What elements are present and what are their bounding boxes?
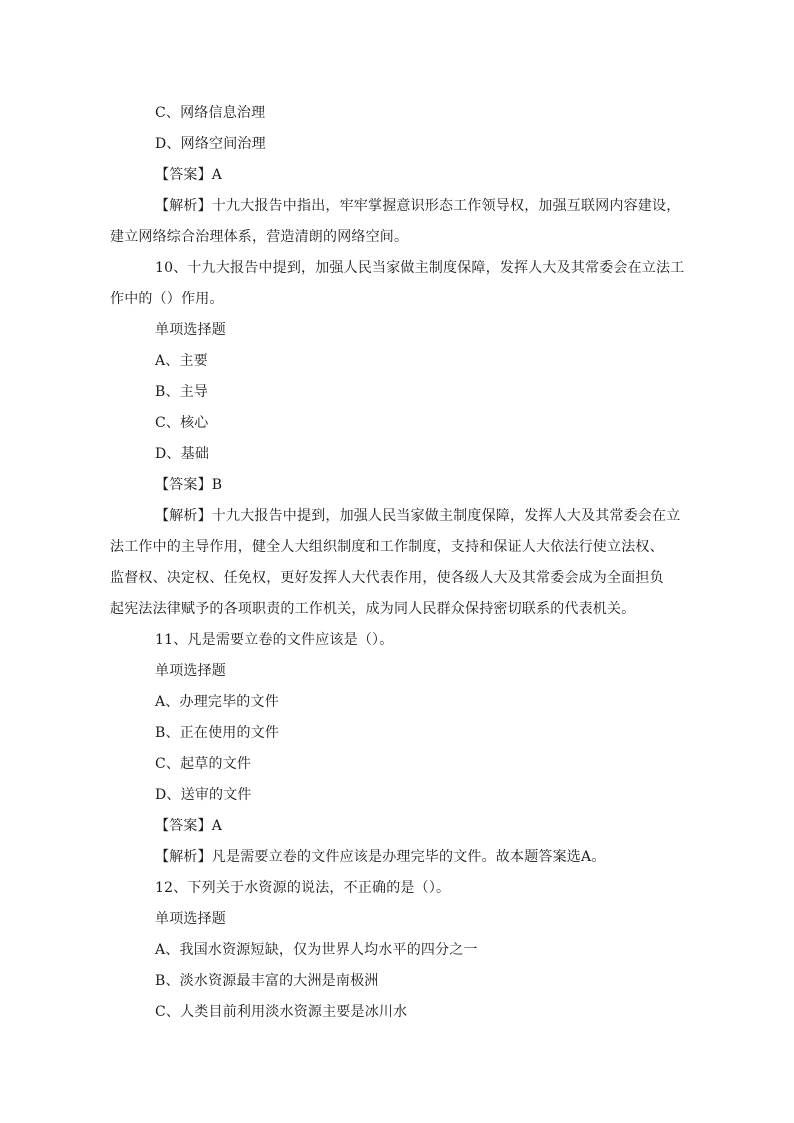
q11-option-d: D、送审的文件	[155, 787, 252, 803]
q10-stem-line: 10、十九大报告中提到，加强人民当家做主制度保障，发挥人大及其常委会在立法工	[155, 260, 685, 276]
q10-option-a: A、主要	[155, 353, 208, 369]
q10-explanation-line: 监督权、决定权、任免权，更好发挥人大代表作用，使各级人大及其常委会成为全面担负	[110, 570, 664, 586]
q10-stem	[110, 253, 685, 315]
q12-option-c: C、人类目前利用淡水资源主要是冰川水	[155, 1004, 408, 1020]
q10-explanation-line: 法工作中的主导作用，健全人大组织制度和工作制度，支持和保证人大依法行使立法权、	[110, 539, 664, 555]
q11-explanation: 【解析】凡是需要立卷的文件应该是办理完毕的文件。故本题答案选A。	[155, 849, 606, 865]
document-body	[110, 98, 685, 1028]
q9-explanation-line: 【解析】十九大报告中指出，牢牢掌握意识形态工作领导权，加强互联网内容建设，	[155, 198, 681, 214]
q10-option-d: D、基础	[155, 446, 210, 462]
q10-explanation	[110, 501, 680, 625]
q10-explanation-line: 起宪法法律赋予的各项职责的工作机关，成为同人民群众保持密切联系的代表机关。	[110, 601, 636, 617]
q11-question-type: 单项选择题	[155, 663, 226, 679]
q10-stem-line: 作中的（）作用。	[110, 291, 224, 307]
q11-option-a: A、办理完毕的文件	[155, 694, 279, 710]
q10-question-type: 单项选择题	[155, 322, 226, 338]
q10-option-c: C、核心	[155, 415, 209, 431]
q11-option-c: C、起草的文件	[155, 756, 252, 772]
q11-stem: 11、凡是需要立卷的文件应该是（）。	[155, 632, 394, 648]
q10-explanation-line: 【解析】十九大报告中提到，加强人民当家做主制度保障，发挥人大及其常委会在立	[155, 508, 681, 524]
q9-option-c: C、网络信息治理	[155, 105, 266, 121]
q9-answer: 【答案】A	[155, 167, 223, 183]
q10-option-b: B、主导	[155, 384, 209, 400]
q12-option-a: A、我国水资源短缺，仅为世界人均水平的四分之一	[155, 942, 478, 958]
q12-stem: 12、下列关于水资源的说法，不正确的是（）。	[155, 880, 451, 896]
q9-explanation-line: 建立网络综合治理体系，营造清朗的网络空间。	[110, 229, 409, 245]
q9-explanation	[110, 191, 680, 253]
q10-answer: 【答案】B	[155, 477, 223, 493]
q9-option-d: D、网络空间治理	[155, 136, 266, 152]
q12-question-type: 单项选择题	[155, 911, 226, 927]
q12-option-b: B、淡水资源最丰富的大洲是南极洲	[155, 973, 379, 989]
q11-option-b: B、正在使用的文件	[155, 725, 280, 741]
q11-answer: 【答案】A	[155, 818, 223, 834]
